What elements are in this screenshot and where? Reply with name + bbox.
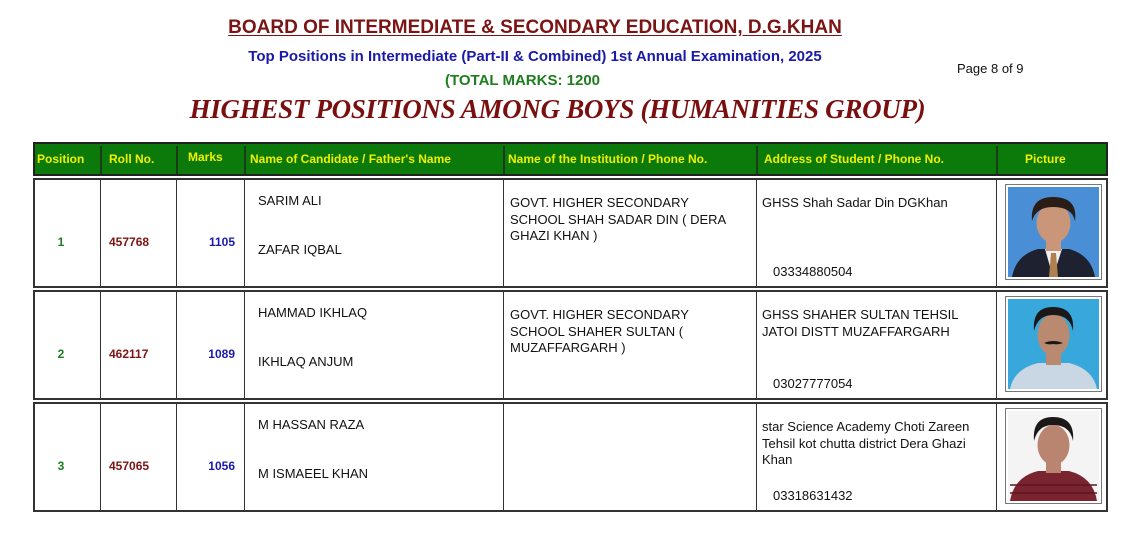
column-divider <box>176 146 178 174</box>
father-name: IKHLAQ ANJUM <box>258 354 354 369</box>
section-title: HIGHEST POSITIONS AMONG BOYS (HUMANITIES GROUP) <box>189 94 926 124</box>
table-row <box>33 290 1108 400</box>
table-row <box>33 178 1108 288</box>
exam-title: Top Positions in Intermediate (Part-II & Combined) 1st Annual Examination, 2025 <box>248 48 822 65</box>
column-divider <box>503 404 504 510</box>
col-header-institution: Name of the Institution / Phone No. <box>508 152 708 166</box>
column-divider <box>244 292 245 398</box>
column-divider <box>244 180 245 286</box>
institution: GOVT. HIGHER SECONDARY SCHOOL SHAH SADAR DIN ( DERA GHAZI KHAN ) <box>510 195 726 243</box>
roll-no: 457768 <box>109 235 150 249</box>
marks: 1056 <box>208 459 235 473</box>
institution: GOVT. HIGHER SECONDARY SCHOOL SHAHER SULTAN ( MUZAFFARGARH ) <box>510 307 689 355</box>
candidate-name: HAMMAD IKHLAQ <box>258 305 368 320</box>
column-divider <box>176 292 177 398</box>
student-photo <box>1005 184 1102 280</box>
column-divider <box>756 180 757 286</box>
student-address: GHSS Shah Sadar Din DGKhan <box>762 195 948 210</box>
total-marks: (TOTAL MARKS: 1200 <box>444 72 601 89</box>
student-phone: 03027777054 <box>773 376 853 391</box>
column-divider <box>176 180 177 286</box>
page-number: Page 8 of 9 <box>957 61 1024 76</box>
column-divider <box>100 404 101 510</box>
column-divider <box>244 146 246 174</box>
student-phone: 03318631432 <box>773 488 853 503</box>
column-divider <box>503 146 505 174</box>
table-row <box>33 402 1108 512</box>
person-photo-icon <box>1008 299 1099 389</box>
marks: 1089 <box>208 347 235 361</box>
candidate-name: SARIM ALI <box>258 193 322 208</box>
column-divider <box>503 292 504 398</box>
candidate-name: M HASSAN RAZA <box>258 417 365 432</box>
table-header <box>33 142 1108 176</box>
position: 1 <box>57 235 65 249</box>
column-divider <box>244 404 245 510</box>
column-divider <box>176 404 177 510</box>
father-name: M ISMAEEL KHAN <box>258 466 369 481</box>
column-divider <box>100 292 101 398</box>
student-phone: 03334880504 <box>773 264 853 279</box>
col-header-picture: Picture <box>1025 152 1066 166</box>
marks: 1105 <box>208 235 235 249</box>
column-divider <box>100 180 101 286</box>
student-photo <box>1005 296 1102 392</box>
position: 3 <box>57 459 65 473</box>
roll-no: 457065 <box>109 459 150 473</box>
position: 2 <box>57 347 65 361</box>
father-name: ZAFAR IQBAL <box>258 242 342 257</box>
col-header-marks: Marks <box>188 150 223 164</box>
student-photo <box>1005 408 1102 504</box>
col-header-candidate: Name of Candidate / Father's Name <box>250 152 451 166</box>
roll-no: 462117 <box>109 347 149 361</box>
column-divider <box>996 146 998 174</box>
person-photo-icon <box>1008 187 1099 277</box>
person-photo-icon <box>1008 411 1099 501</box>
col-header-address: Address of Student / Phone No. <box>764 152 945 166</box>
student-address: star Science Academy Choti Zareen Tehsil kot chutta district Dera Ghazi Khan <box>762 419 970 467</box>
column-divider <box>756 146 758 174</box>
col-header-roll-no: Roll No. <box>109 152 155 166</box>
board-title: BOARD OF INTERMEDIATE & SECONDARY EDUCATION, D.G.KHAN <box>228 17 842 38</box>
student-address: GHSS SHAHER SULTAN TEHSIL JATOI DISTT MUZAFFARGARH <box>762 307 959 339</box>
column-divider <box>996 180 997 286</box>
column-divider <box>996 292 997 398</box>
column-divider <box>503 180 504 286</box>
column-divider <box>100 146 102 174</box>
column-divider <box>756 404 757 510</box>
column-divider <box>756 292 757 398</box>
col-header-position: Position <box>37 152 85 166</box>
column-divider <box>996 404 997 510</box>
